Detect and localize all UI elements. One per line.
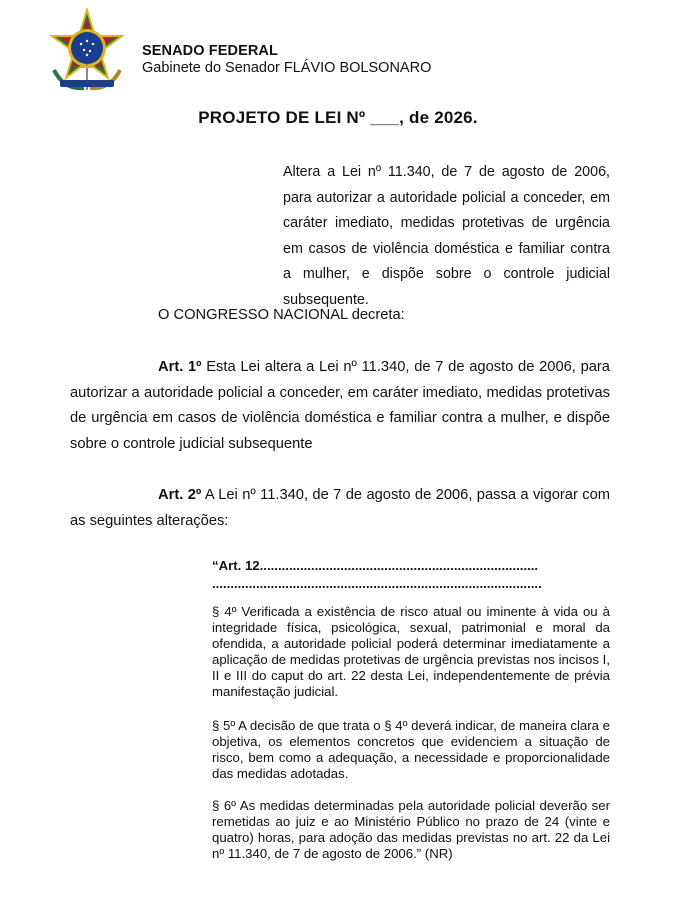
letterhead-text [142, 43, 431, 77]
enacting-clause: O CONGRESSO NACIONAL decreta: [158, 307, 405, 323]
article-1-number: Art. 1º [158, 359, 202, 375]
org-name: SENADO FEDERAL [142, 43, 278, 59]
paragraph-5: § 5º A decisão de que trata o § 4º deverá indicar, de maneira clara e objetiva, os elementos concretos que evidenciem a situação de risco, bem como a adequação, a necessidade e proporcionalidade das medidas adotadas. [212, 718, 610, 781]
article-2-number: Art. 2º [158, 487, 202, 503]
quoted-article-12-heading [212, 557, 610, 593]
quoted-heading-line-2: .......................................................................................... [212, 576, 542, 591]
article-2-text: A Lei nº 11.340, de 7 de agosto de 2006, passa a vigorar com as seguintes alterações: [70, 487, 610, 529]
letterhead [44, 8, 644, 98]
article-1-text: Esta Lei altera a Lei nº 11.340, de 7 de agosto de 2006, para autorizar a autoridade policial a conceder, em caráter imediato, medidas protetivas de urgência em casos de violência doméstica e familiar contra a mulher, e dispõe sobre o controle judicial subsequente [70, 359, 610, 452]
article-2 [70, 483, 610, 534]
paragraph-6: § 6º As medidas determinadas pela autoridade policial deverão ser remetidas ao juiz e ao Ministério Público no prazo de 24 (vinte e quatro) horas, para adoção das medidas previstas no art. 22 da Lei nº 11.340, de 7 de agosto de 2006.” (NR) [212, 798, 610, 861]
bill-title: PROJETO DE LEI Nº ___, de 2026. [198, 108, 478, 127]
quoted-heading-line-1: “Art. 12............................................................................ [212, 558, 539, 573]
article-1 [70, 355, 610, 457]
brazil-coat-of-arms-icon [44, 8, 130, 94]
office-name: Gabinete do Senador FLÁVIO BOLSONARO [142, 60, 432, 76]
ementa: Altera a Lei nº 11.340, de 7 de agosto de 2006, para autorizar a autoridade policial a conceder, em caráter imediato, medidas protetivas de urgência em casos de violência doméstica e familiar contra a mulher, e dispõe sobre o controle judicial subsequente. [283, 164, 610, 308]
paragraph-4: § 4º Verificada a existência de risco atual ou iminente à vida ou à integridade física, psicológica, sexual, patrimonial e moral da ofendida, a autoridade policial poderá determinar imediatamente a aplicação de medidas protetivas de urgência previstas nos incisos I, II e III do caput do art. 22 desta Lei, independentemente de prévia manifestação judicial. [212, 604, 610, 699]
